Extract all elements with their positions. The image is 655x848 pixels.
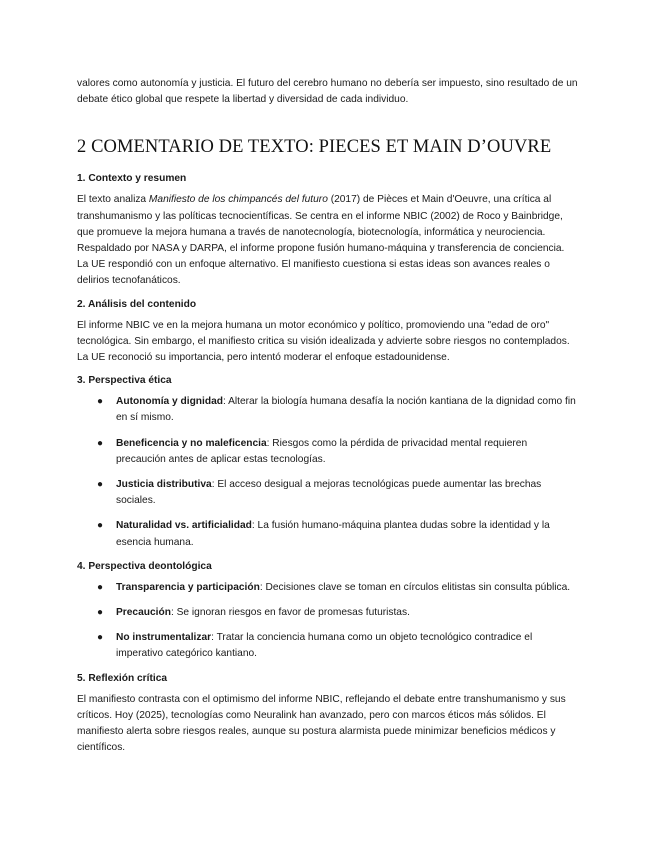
analisis-heading: 2. Análisis del contenido [77,298,197,310]
item-term: Naturalidad vs. artificialidad [116,520,252,532]
list-item [77,477,578,509]
item-desc: : Se ignoran riesgos en favor de promesas futuristas. [170,607,410,619]
reflexion-heading: 5. Reflexión crítica [77,672,168,684]
list-item [77,580,578,596]
item-term: Transparencia y participación [116,581,260,593]
book-title: Manifiesto de los chimpancés del futuro [148,194,328,206]
item-term: Beneficencia y no maleficencia [116,437,267,449]
contexto-paragraph [77,192,578,289]
list-item [77,630,578,662]
item-term: Autonomía y dignidad [116,396,223,408]
item-desc: : Alterar la biología humana desafía la noción kantiana de la dignidad como fin en sí mismo. [116,396,576,424]
bullet-icon: ● [97,581,104,593]
reflexion-paragraph: El manifiesto contrasta con el optimismo del informe NBIC, reflejando el debate entre transhumanismo y sus críticos. Hoy (2025), tecnologías como Neuralink han avanzado, pero con marcos éticos más sólidos. El manifiesto alerta sobre riesgos reales, aunque su postura alarmista puede minimizar beneficios médicos y científicos. [77,693,566,754]
list-item [77,394,578,426]
deontologica-heading: 4. Perspectiva deontológica [77,560,212,572]
item-term: Precaución [116,607,171,619]
item-desc: : Tratar la conciencia humana como un objeto tecnológico contradice el imperativo categórico kantiano. [116,632,533,660]
list-item [77,436,578,468]
contexto-text-after: (2017) de Pièces et Main d'Oeuvre, una crítica al transhumanismo y las políticas tecnocientíficas. Se centra en el informe NBIC (2002) de Roco y Bainbridge, que promueve la mejora humana a través de nanotecnología, biotecnología, informática y neurociencia. Respaldado por NASA y DARPA, el informe propone fusión humano-máquina y transferencia de conciencia. La UE respondió con un enfoque alternativo. El manifiesto cuestiona si estas ideas son avances reales o delirios tecnofanáticos. [77,194,565,287]
item-desc: : La fusión humano-máquina plantea dudas sobre la identidad y la esencia humana. [116,520,550,548]
item-term: No instrumentalizar [116,632,212,644]
bullet-icon: ● [97,396,104,408]
bullet-icon: ● [97,437,104,449]
item-term: Justicia distributiva [116,479,212,491]
list-item [77,605,578,621]
etica-list [77,394,578,551]
item-desc: : Decisiones clave se toman en círculos elitistas sin consulta pública. [259,581,571,593]
section-title: 2 COMENTARIO DE TEXTO: PIECES ET MAIN D’OUVRE [77,137,552,158]
bullet-icon: ● [97,607,104,619]
bullet-icon: ● [97,520,104,532]
item-desc: : Riesgos como la pérdida de privacidad mental requieren precaución antes de aplicar estas tecnologías. [116,437,528,465]
item-desc: : El acceso desigual a mejoras tecnológicas puede aumentar las brechas sociales. [116,479,542,507]
contexto-heading: 1. Contexto y resumen [77,173,187,185]
intro-paragraph: valores como autonomía y justicia. El futuro del cerebro humano no debería ser impuesto, sino resultado de un debate ético global que respete la libertad y diversidad de cada individuo. [77,78,578,106]
bullet-icon: ● [97,632,104,644]
bullet-icon: ● [97,479,104,491]
contexto-text-before: El texto analiza [77,194,149,206]
etica-heading: 3. Perspectiva ética [77,375,172,387]
list-item [77,518,578,550]
deontologica-list [77,580,578,663]
analisis-paragraph: El informe NBIC ve en la mejora humana un motor económico y político, promoviendo una "edad de oro" tecnológica. Sin embargo, el manifiesto critica su visión idealizada y advierte sobre riesgos no contemplados. La UE reconoció su importancia, pero intentó moderar el enfoque estadounidense. [77,319,570,364]
